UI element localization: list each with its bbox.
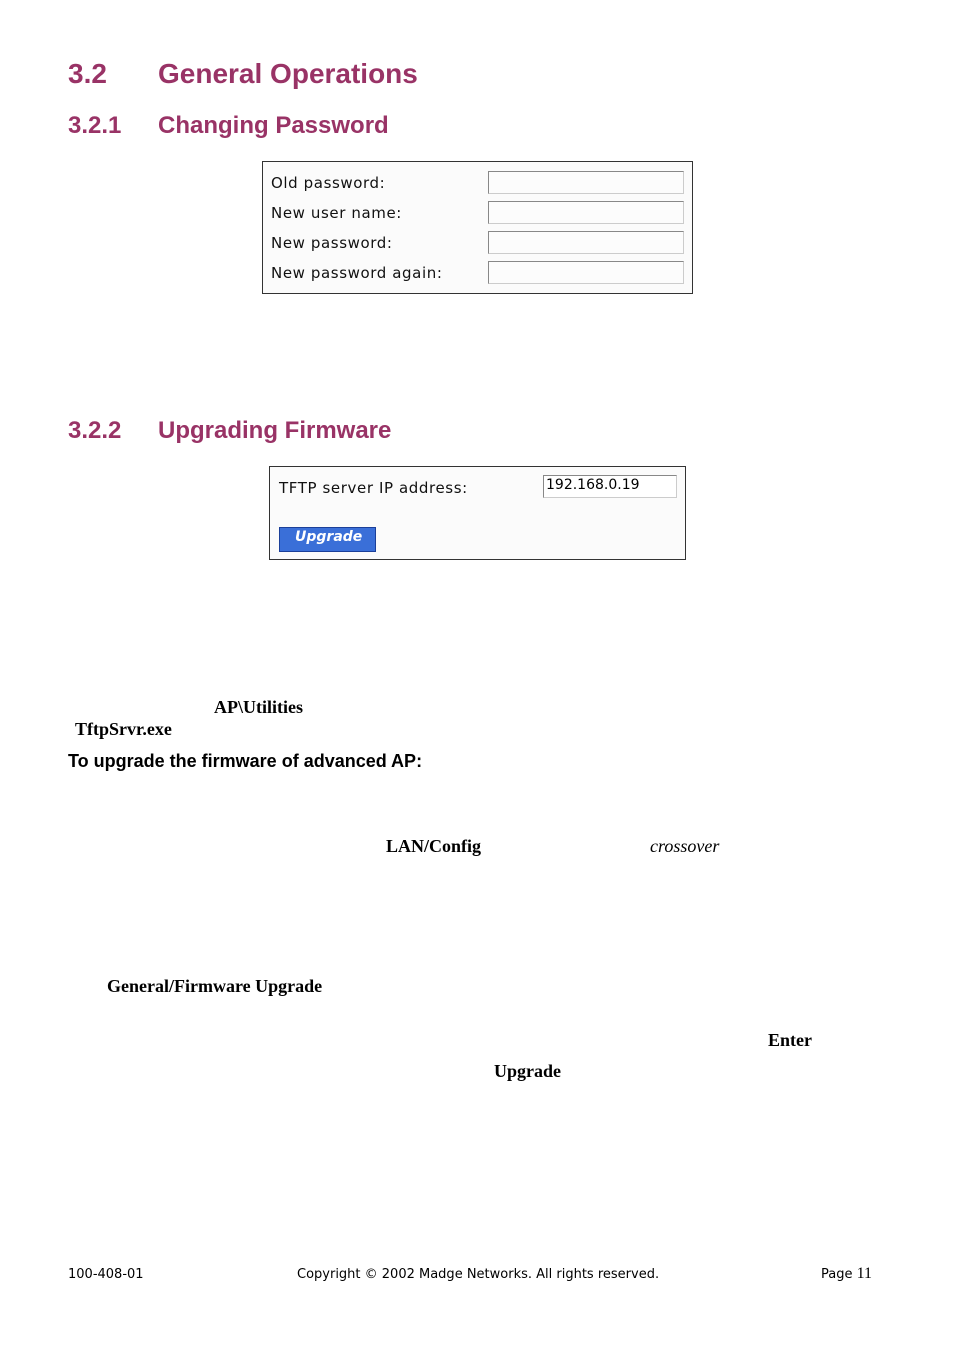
subsection-heading-firmware xyxy=(68,417,391,445)
enter-key: Enter xyxy=(768,1030,812,1050)
new-user-name-label: New user name: xyxy=(271,204,402,222)
section-number: 3.2 xyxy=(68,58,107,89)
firmware-form xyxy=(269,466,686,560)
section-title: General Operations xyxy=(158,58,418,89)
new-user-name-input[interactable] xyxy=(488,201,684,224)
new-password-label: New password: xyxy=(271,234,393,252)
section-heading xyxy=(68,58,418,90)
new-password-again-input[interactable] xyxy=(488,261,684,284)
old-password-input[interactable] xyxy=(488,171,684,194)
general-firmware-upgrade-menu: General/Firmware Upgrade xyxy=(107,976,323,996)
lan-config-port: LAN/Config xyxy=(386,836,482,856)
upgrade-label: Upgrade xyxy=(494,1061,561,1081)
copyright-notice: Copyright © 2002 Madge Networks. All rights reserved. xyxy=(297,1267,660,1282)
page-number: 11 xyxy=(856,1265,873,1282)
tftp-server-ip-input[interactable]: 192.168.0.19 xyxy=(543,475,677,498)
subsection-heading-password xyxy=(68,112,389,140)
tftp-server-label: TFTP server IP address: xyxy=(279,479,468,497)
tftpsrvr-filename: TftpSrvr.exe xyxy=(75,719,172,739)
crossover-term: crossover xyxy=(650,836,720,856)
subsection-title: Upgrading Firmware xyxy=(158,417,392,444)
document-number: 100-408-01 xyxy=(68,1267,144,1282)
upgrade-procedure-heading: To upgrade the firmware of advanced AP: xyxy=(68,751,423,771)
subsection-title: Changing Password xyxy=(158,112,389,139)
ap-utilities-path: AP\Utilities xyxy=(214,697,303,717)
new-password-again-label: New password again: xyxy=(271,264,443,282)
password-form xyxy=(262,161,693,294)
upgrade-button[interactable]: Upgrade xyxy=(279,527,376,552)
subsection-number: 3.2.1 xyxy=(68,112,122,139)
subsection-number: 3.2.2 xyxy=(68,417,122,444)
page-label: Page xyxy=(821,1267,853,1282)
page-indicator xyxy=(821,1265,872,1283)
old-password-label: Old password: xyxy=(271,174,386,192)
new-password-input[interactable] xyxy=(488,231,684,254)
